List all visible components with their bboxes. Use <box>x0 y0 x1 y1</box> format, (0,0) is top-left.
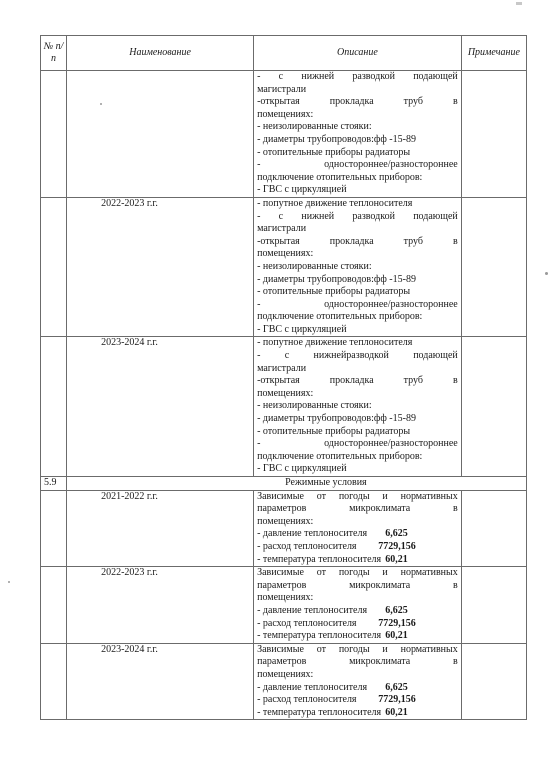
description-line: помещениях: <box>257 387 314 399</box>
description-line: - одностороннее/разностороннее <box>257 438 458 450</box>
parameter-label: - давление теплоносителя <box>257 604 368 616</box>
row-description <box>254 490 462 567</box>
description-line: помещениях: <box>257 592 314 604</box>
description-line: - диаметры трубопроводов:фф -15-89 <box>257 273 416 285</box>
description-line: параметров микроклимата в <box>257 579 458 591</box>
description-line: Зависимые от погоды и нормативных <box>257 490 458 502</box>
description-line: - отопительные приборы радиаторы <box>257 286 411 298</box>
parameter-value: 60,21 <box>385 630 408 642</box>
description-line: - одностороннее/разностороннее <box>257 298 458 310</box>
row-number <box>41 490 67 567</box>
section-number: 5.9 <box>41 477 67 491</box>
row-period: 2023-2024 г.г. <box>67 337 254 477</box>
section-rows <box>41 477 527 491</box>
parameter-value: 6,625 <box>385 604 408 616</box>
row-period: 2021-2022 г.г. <box>67 490 254 567</box>
parameter-line <box>257 694 458 707</box>
parameter-label: - давление теплоносителя <box>257 528 368 540</box>
table-row <box>41 197 527 337</box>
parameter-line <box>257 541 458 554</box>
description-line: помещениях: <box>257 108 314 120</box>
row-description <box>254 337 462 477</box>
description-line: - одностороннее/разностороннее <box>257 159 458 171</box>
parameter-value: 7729,156 <box>378 540 416 552</box>
parameter-value: 60,21 <box>385 706 408 718</box>
row-number <box>41 71 67 198</box>
description-line: параметров микроклимата в <box>257 656 458 668</box>
description-line: - с нижней разводкой подающей <box>257 210 458 222</box>
row-period: 2022-2023 г.г. <box>67 197 254 337</box>
row-number <box>41 337 67 477</box>
row-number <box>41 197 67 337</box>
row-description <box>254 197 462 337</box>
parameter-label: - температура теплоносителя <box>257 706 382 718</box>
table-row <box>41 337 527 477</box>
table-row <box>41 71 527 198</box>
description-line: -открытая прокладка труб в <box>257 96 458 108</box>
row-period: 2022-2023 г.г. <box>67 567 254 644</box>
description-line: параметров микроклимата в <box>257 503 458 515</box>
description-line: - диаметры трубопроводов:фф -15-89 <box>257 413 416 425</box>
parameter-line <box>257 682 458 695</box>
description-line: подключение отопительных приборов: <box>257 171 423 183</box>
description-line: - неизолированные стояки: <box>257 400 372 412</box>
parameter-label: - расход теплоносителя <box>257 540 357 552</box>
parameter-value: 60,21 <box>385 553 408 565</box>
row-description <box>254 71 462 198</box>
description-line: -открытая прокладка труб в <box>257 375 458 387</box>
parameter-line <box>257 554 458 567</box>
table-row <box>41 490 527 567</box>
description-line: - неизолированные стояки: <box>257 121 372 133</box>
description-line: Зависимые от погоды и нормативных <box>257 643 458 655</box>
parameter-line <box>257 618 458 631</box>
header-name: Наименование <box>67 36 254 71</box>
row-note <box>461 490 526 567</box>
parameter-label: - расход теплоносителя <box>257 617 357 629</box>
parameter-value: 6,625 <box>385 528 408 540</box>
row-note <box>461 643 526 720</box>
parameter-label: - расход теплоносителя <box>257 694 357 706</box>
description-line: - диаметры трубопроводов:фф -15-89 <box>257 133 416 145</box>
description-line: - попутное движение теплоносителя <box>257 337 413 349</box>
description-line: - отопительные приборы радиаторы <box>257 146 411 158</box>
parameter-label: - температура теплоносителя <box>257 630 382 642</box>
description-line: - с нижнейразводкой подающей <box>257 350 458 362</box>
parameter-value: 6,625 <box>385 681 408 693</box>
section-row <box>41 477 527 491</box>
description-line: - ГВС с циркуляцией <box>257 463 347 475</box>
table-row <box>41 567 527 644</box>
scan-dot <box>545 272 548 275</box>
description-line: помещениях: <box>257 515 314 527</box>
row-number <box>41 643 67 720</box>
description-line: - отопительные приборы радиаторы <box>257 425 411 437</box>
row-note <box>461 71 526 198</box>
header-description: Описание <box>254 36 462 71</box>
description-line: - неизолированные стояки: <box>257 260 372 272</box>
row-number <box>41 567 67 644</box>
header-note: Примечание <box>461 36 526 71</box>
scan-mark <box>516 2 522 5</box>
row-period <box>67 71 254 198</box>
parameter-value: 7729,156 <box>378 694 416 706</box>
description-line: магистрали <box>257 223 307 235</box>
row-description <box>254 643 462 720</box>
description-line: - с нижней разводкой подающей <box>257 71 458 82</box>
description-line: магистрали <box>257 83 307 95</box>
description-line: подключение отопительных приборов: <box>257 450 423 462</box>
parameter-label: - давление теплоносителя <box>257 681 368 693</box>
description-line: - попутное движение теплоносителя <box>257 197 413 209</box>
section-title: Режимные условия <box>67 477 527 491</box>
row-description <box>254 567 462 644</box>
description-line: помещениях: <box>257 668 314 680</box>
mode-rows <box>41 490 527 720</box>
table-header-row <box>41 36 527 71</box>
description-line: магистрали <box>257 362 307 374</box>
row-note <box>461 567 526 644</box>
description-line: - ГВС с циркуляцией <box>257 184 347 196</box>
description-line: подключение отопительных приборов: <box>257 311 423 323</box>
parameter-line <box>257 707 458 720</box>
parameter-value: 7729,156 <box>378 617 416 629</box>
table-row <box>41 643 527 720</box>
row-note <box>461 197 526 337</box>
description-line: помещениях: <box>257 248 314 260</box>
header-number: № п/п <box>41 36 67 71</box>
row-period: 2023-2024 г.г. <box>67 643 254 720</box>
description-line: Зависимые от погоды и нормативных <box>257 567 458 579</box>
description-line: -открытая прокладка труб в <box>257 235 458 247</box>
parameter-label: - температура теплоносителя <box>257 553 382 565</box>
parameter-line <box>257 630 458 643</box>
description-line: - ГВС с циркуляцией <box>257 323 347 335</box>
heating-rows <box>41 71 527 477</box>
parameter-line <box>257 528 458 541</box>
scan-dot <box>8 581 10 583</box>
row-note <box>461 337 526 477</box>
description-table <box>40 35 527 720</box>
parameter-line <box>257 605 458 618</box>
